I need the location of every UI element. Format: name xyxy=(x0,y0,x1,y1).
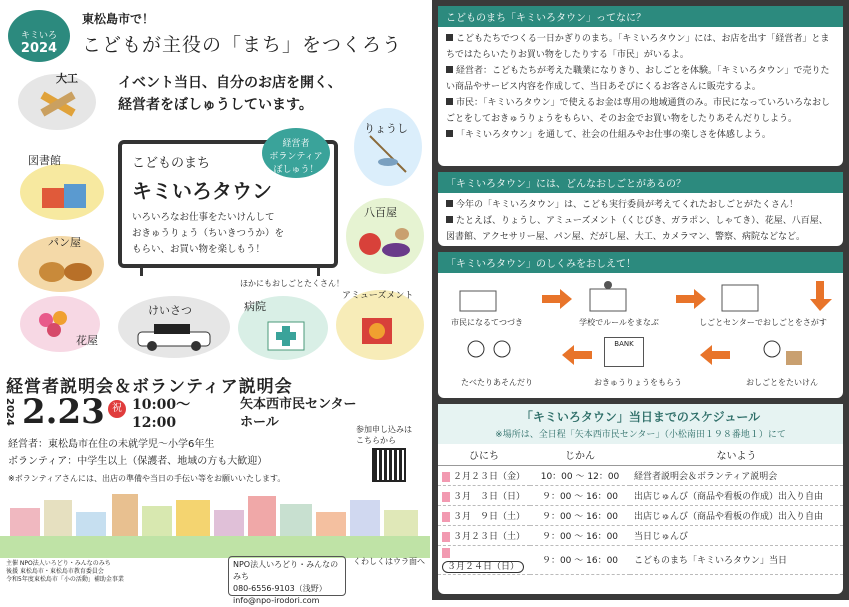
first-aid-icon xyxy=(266,316,306,352)
jobs-body xyxy=(438,193,843,249)
org-grant: 令和5年度東松島市「小の活動」補助金事業 xyxy=(6,576,124,583)
arrow-down-icon xyxy=(810,281,834,311)
intro-line-1: イベント当日、自分のお店を開く、 xyxy=(118,75,342,91)
contact-phone[interactable]: 080-6556-9103（浅野） xyxy=(233,584,327,593)
apply-line-1: 参加申し込みは xyxy=(356,425,412,434)
job-bakery xyxy=(18,228,108,292)
jobs-p2: たとえば、りょうし、アミューズメント（くじびき、ガラポン、しゃてき）、花屋、八百屋、図書館、アクセサリー屋、パン屋、だがし屋、大工、カメラマン、警察、病院などなど。 xyxy=(446,216,828,242)
time-start: 10:00〜 xyxy=(132,397,191,413)
about-p2: 経営者：こどもたちが考えた職業になりきり、おしごとを体験。「キミいろタウン」で売りたい商品やサービス内容を作成して、当日あそびにくるお客さんに販売するよ。 xyxy=(446,66,830,92)
job-label: 八百屋 xyxy=(364,206,397,219)
step-salary: おきゅうりょうをもらう xyxy=(594,378,682,387)
holiday-badge: 祝 xyxy=(108,400,126,418)
step-work: おしごとをたいけん xyxy=(746,378,818,387)
arrow-left-icon xyxy=(700,345,730,365)
step-register: 市民になるてつづき xyxy=(451,318,523,327)
board-line-1: こどものまち xyxy=(132,156,211,171)
logo-text: キミいろ xyxy=(20,31,57,41)
job-label: りょうし xyxy=(364,122,408,135)
schedule-panel xyxy=(438,404,843,594)
board-line-4: おきゅうりょう（ちいきつうか）を xyxy=(132,228,285,239)
kid-working-icon xyxy=(758,337,808,371)
schedule-note: ※場所は、全日程「矢本西市民センター」（小松南田１９８番地１）にて xyxy=(438,425,843,444)
bread-icon xyxy=(38,258,94,286)
job-label: けいさつ xyxy=(148,304,192,317)
about-p1: こどもたちでつくる一日かぎりのまち。「キミいろタウン」には、お店を出す「経営者」とまちではたらいたりお買い物をしたりする「市民」がいるよ。 xyxy=(446,34,830,60)
job-label: パン屋 xyxy=(48,236,81,249)
intro-line-2: 経営者をぼしゅうしています。 xyxy=(118,97,313,113)
target-info xyxy=(8,436,285,487)
flow-panel xyxy=(438,252,843,398)
col-date: ひにち xyxy=(438,444,530,466)
town-hall-icon xyxy=(458,283,498,313)
kids-eating-icon xyxy=(462,337,522,371)
session-venue xyxy=(240,396,356,432)
contact-email[interactable]: info@npo-irodori.com xyxy=(233,596,320,605)
about-body xyxy=(438,27,843,147)
target-volunteer: ボランティア：中学生以上（保護者、地域の方も大歓迎） xyxy=(8,456,268,467)
table-row: ３月２３日（土） ９：00 ～ 16：00 当日じゅんび xyxy=(438,526,843,546)
step-school: 学校でルールをまなぶ xyxy=(579,318,659,327)
school-icon xyxy=(588,279,628,313)
police-car-icon xyxy=(134,322,214,352)
target-note: ※ボランティアさんには、出店の準備や当日の手伝い等をお願いいたします。 xyxy=(8,474,286,483)
session-year: 2024 xyxy=(4,398,15,426)
flow-heading: 「キミいろタウン」のしくみをおしえて！ xyxy=(438,252,843,273)
session-time xyxy=(132,396,190,432)
tools-icon xyxy=(36,86,80,122)
col-time: じかん xyxy=(530,444,630,466)
board-line-5: もらい、お買い物を楽しもう！ xyxy=(132,244,266,255)
step-job-center: しごとセンターでおしごとをさがす xyxy=(699,318,827,327)
job-library xyxy=(16,150,106,220)
venue-line-1: 矢本西市民センター xyxy=(240,397,357,412)
bank-icon: BANK xyxy=(604,337,644,367)
table-row: ２月２３日（金） 10：00 ～ 12：00 経営者説明会＆ボランティア説明会 xyxy=(438,466,843,486)
col-content: ないよう xyxy=(630,444,843,466)
other-jobs-note: ほかにもおしごとたくさん！ xyxy=(240,279,344,288)
job-florist xyxy=(20,296,106,356)
job-center-icon xyxy=(720,279,760,313)
board-line-3: いろいろなお仕事をたいけんして xyxy=(132,212,275,223)
org-host: 主催 NPO法人いろどり・みんなのみち xyxy=(6,560,111,567)
apply-line-2: こちらから xyxy=(356,436,396,445)
lottery-wheel-icon xyxy=(356,310,404,350)
about-panel xyxy=(438,6,843,166)
jobs-panel xyxy=(438,172,843,246)
jobs-p1: 今年の「キミいろタウン」は、こども実行委員が考えてくれたおしごとがたくさん！ xyxy=(446,197,835,213)
table-row: ３月２４日（日） ９：00 ～ 16：00 こどものまち「キミいろタウン」当日 xyxy=(438,546,843,575)
job-label: 大工 xyxy=(56,72,78,85)
step-enjoy: たべたりあそんだり xyxy=(461,378,533,387)
contact-box xyxy=(228,556,346,605)
vegetables-icon xyxy=(356,224,416,264)
job-label: 病院 xyxy=(244,300,266,313)
board-title: キミいろタウン xyxy=(132,179,272,203)
schedule-table xyxy=(438,444,843,575)
session-title: 経営者説明会＆ボランティア説明会 xyxy=(6,377,293,397)
arrow-right-icon xyxy=(542,289,572,309)
city-label: 東松島市で！ xyxy=(82,12,155,26)
job-label: アミューズメント xyxy=(342,291,414,301)
jobs-heading: 「キミいろタウン」には、どんなおしごとがあるの？ xyxy=(438,172,843,193)
books-icon xyxy=(40,178,90,212)
about-p3: 市民：「キミいろタウン」で使えるお金は専用の地域通貨のみ。市民になっていろいろなおしごとをしておきゅうりょうをもらい、そのお金でお買い物をしたりあそんだりしよう。 xyxy=(446,98,831,124)
contact-org: NPO法人いろどり・みんなのみち xyxy=(233,560,339,581)
job-label: 図書館 xyxy=(28,154,61,167)
job-grocer xyxy=(346,196,426,276)
job-amusement xyxy=(332,286,428,362)
org-support: 後援 東松島市・東松島市教育委員会 xyxy=(6,568,104,575)
flow-steps xyxy=(438,273,843,389)
job-carpenter xyxy=(18,70,98,130)
see-back-note: くわしくはウラ面へ xyxy=(353,557,425,566)
job-police xyxy=(118,296,234,360)
fish-rod-icon xyxy=(366,132,412,178)
logo-year: 2024 xyxy=(20,41,58,56)
venue-line-2: ホール xyxy=(240,415,279,430)
about-heading: こどものまち「キミいろタウン」ってなに？ xyxy=(438,6,843,27)
session-date: 2.23 xyxy=(22,392,105,432)
target-owner: 経営者：東松島市在住の未就学児〜小学6年生 xyxy=(8,439,215,450)
schedule-heading: 「キミいろタウン」当日までのスケジュール xyxy=(438,404,843,425)
about-p4: 「キミいろタウン」を通して、社会の仕組みやお仕事の楽しさを体感しよう。 xyxy=(446,127,835,143)
logo-badge xyxy=(8,10,70,62)
qr-code-icon[interactable] xyxy=(372,448,406,482)
apply-note xyxy=(356,424,412,446)
board-stand xyxy=(140,268,320,276)
flower-icon xyxy=(34,306,74,346)
intro-text xyxy=(118,72,342,116)
table-row: ３月 ３日（日） ９：00 ～ 16：00 出店じゅんび（商品や看板の作成）出入り自由 xyxy=(438,486,843,506)
page-title: こどもが主役の「まち」をつくろう xyxy=(82,34,403,56)
time-end: 12:00 xyxy=(132,415,177,431)
table-row: ３月 ９日（土） ９：00 ～ 16：00 出店じゅんび（商品や看板の作成）出入り自由 xyxy=(438,506,843,526)
flyer-back xyxy=(432,0,849,600)
grass-strip xyxy=(0,536,430,558)
job-fishing xyxy=(354,102,424,188)
job-hospital xyxy=(238,292,330,362)
recruit-badge: 経営者 ボランティア ぼしゅう！ xyxy=(262,128,330,178)
arrow-left-icon xyxy=(562,345,592,365)
job-label: 花屋 xyxy=(76,334,98,347)
arrow-right-icon xyxy=(676,289,706,309)
